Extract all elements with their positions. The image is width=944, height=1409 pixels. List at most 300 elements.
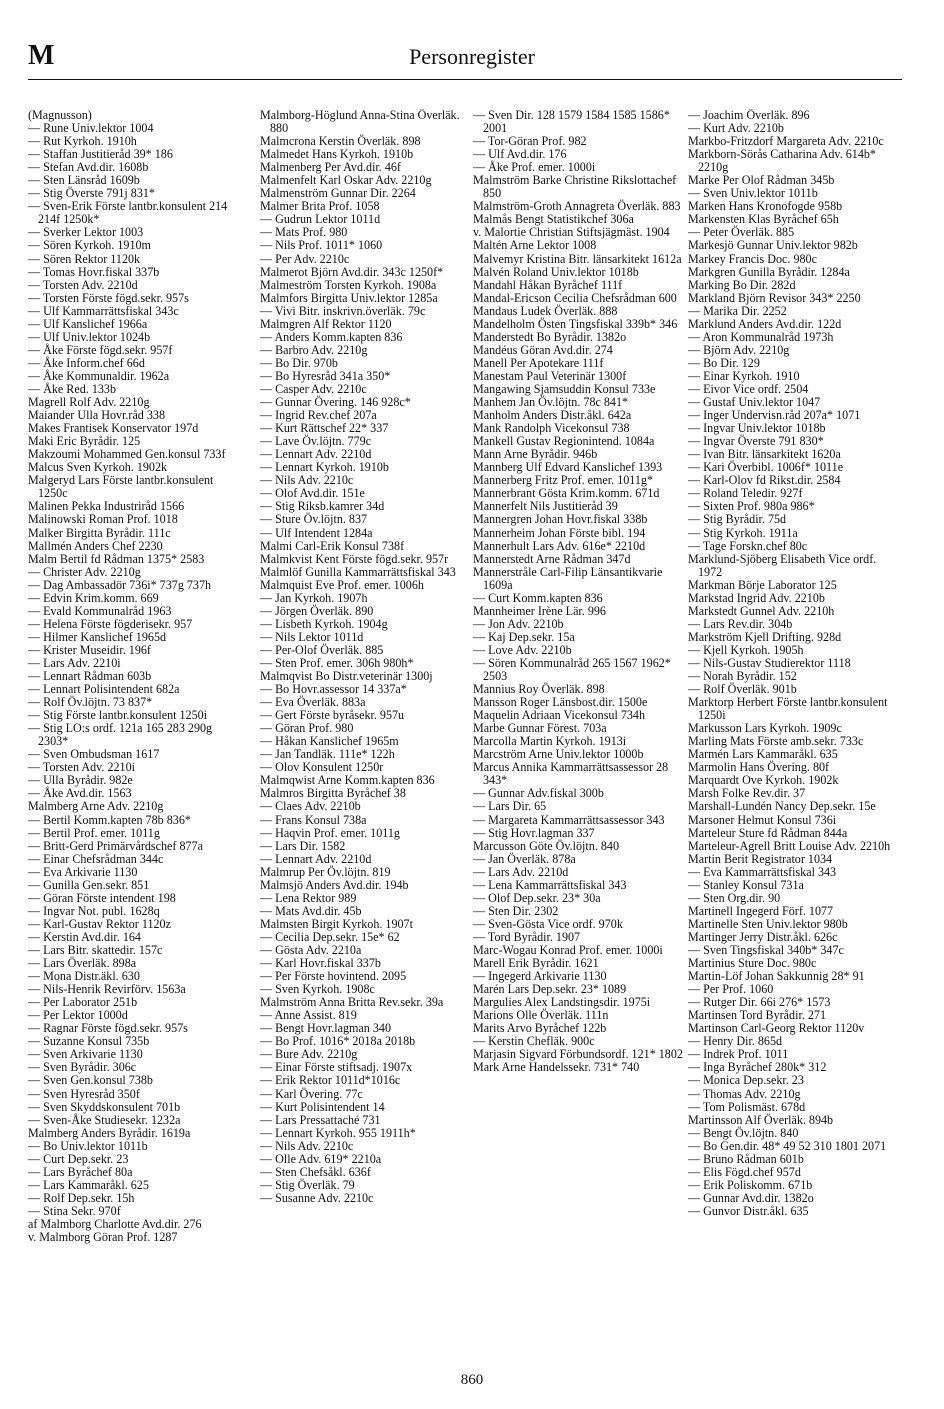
register-entry: Malmsten Birgit Kyrkoh. 1907t <box>260 916 413 931</box>
register-entry: — Joachim Överläk. 896 <box>688 109 810 122</box>
register-entry: — Åke Kommunaldir. 1962a <box>28 368 170 383</box>
register-entry: — Stefan Avd.dir. 1608b <box>28 160 149 175</box>
register-entry: — Stig Överste 791j 831* <box>28 186 155 201</box>
register-entry: — Love Adv. 2210b <box>473 642 572 657</box>
register-entry: Malmenfelt Karl Oskar Adv. 2210g <box>260 173 432 188</box>
register-entry: — Lars Bitr. skattedir. 157c <box>28 943 163 957</box>
register-entry: — Sven Arkivarie 1130 <box>28 1047 143 1062</box>
register-entry: — Per Prof. 1060 <box>688 982 774 997</box>
register-entry: — Olov Konsulent 1250r <box>260 760 384 775</box>
register-entry: af Malmborg Charlotte Avd.dir. 276 <box>28 1216 202 1231</box>
register-entry: Malmi Carl-Erik Konsul 738f <box>260 538 405 553</box>
register-entry: Marsh Folke Rev.dir. 37 <box>688 786 806 801</box>
register-entry: — Roland Teledir. 927f <box>688 486 803 501</box>
register-entry: — Thomas Adv. 2210g <box>688 1086 801 1101</box>
register-entry: — Nils Lektor 1011d <box>260 629 364 644</box>
register-entry: — Gunilla Gen.sekr. 851 <box>28 877 150 892</box>
register-entry: Malmquist Eve Prof. emer. 1006h <box>260 577 424 592</box>
register-entry: Malgeryd Lars Förste lantbr.konsulent 1250c <box>28 473 214 501</box>
register-entry: — Karl-Olov fd Rikst.dir. 2584 <box>688 473 841 488</box>
register-entry: Markstad Ingrid Adv. 2210b <box>688 590 825 605</box>
register-entry: — Nils-Henrik Revirförv. 1563a <box>28 982 186 997</box>
register-entry: — Gudrun Lektor 1011d <box>260 212 381 227</box>
register-entry: — Lena Kammarrättsfiskal 343 <box>473 877 627 892</box>
register-entry: — Stanley Konsul 731a <box>688 877 804 892</box>
register-entry: Malmenström Gunnar Dir. 2264 <box>260 186 416 201</box>
register-entry: — Sten Chefsåkl. 636f <box>260 1164 371 1179</box>
register-entry: — Margareta Kammarrättsassessor 343 <box>473 812 665 827</box>
register-entry: — Lennart Adv. 2210d <box>260 447 372 462</box>
register-entry: — Eva Kammarrättsfiskal 343 <box>688 864 837 879</box>
register-entry: — Gunvor Distr.åkl. 635 <box>688 1203 809 1218</box>
register-entry: Malmkvist Kent Förste fögd.sekr. 957r <box>260 551 449 566</box>
register-entry: Maiander Ulla Hovr.råd 338 <box>28 408 166 423</box>
register-entry: — Bo Dir. 129 <box>688 355 760 370</box>
register-entry: Mannerbrant Gösta Krim.komm. 671d <box>473 486 660 501</box>
register-entry: Malmgren Alf Rektor 1120 <box>260 316 392 331</box>
register-entry: — Lars Rev.dir. 304b <box>688 616 793 631</box>
register-entry: — Kaj Dep.sekr. 15a <box>473 629 575 644</box>
register-entry: Martinsen Tord Byrådir. 271 <box>688 1008 826 1023</box>
register-entry: — Sten Länsråd 1609b <box>28 173 140 188</box>
register-entry: — Olle Adv. 619* 2210a <box>260 1151 382 1166</box>
register-entry: — Bo Hovr.assessor 14 337a* <box>260 682 407 697</box>
register-entry: Martin-Löf Johan Sakkunnig 28* 91 <box>688 969 865 984</box>
register-entry: — Helena Förste fögderisekr. 957 <box>28 616 193 631</box>
register-entry: Marsoner Helmut Konsul 736i <box>688 812 837 827</box>
register-entry: — Sven Gen.konsul 738b <box>28 1073 153 1088</box>
register-entry: Malinowski Roman Prof. 1018 <box>28 512 178 527</box>
register-entry: — Håkan Kanslichef 1965m <box>260 734 399 749</box>
register-entry: Markusson Lars Kyrkoh. 1909c <box>688 721 842 736</box>
register-entry: — Anne Assist. 819 <box>260 1008 357 1023</box>
register-entry: — Suzanne Konsul 735b <box>28 1034 150 1049</box>
register-entry: — Ingegerd Arkivarie 1130 <box>473 969 607 984</box>
register-entry: — Ulf Univ.lektor 1024b <box>28 329 151 344</box>
register-entry: Makes Frantisek Konservator 197d <box>28 421 199 436</box>
register-entry: — Krister Museidir. 196f <box>28 642 151 657</box>
register-entry: Maquelin Adriaan Vicekonsul 734h <box>473 708 646 723</box>
register-entry: Malmström-Groth Annagreta Överläk. 883 <box>473 199 681 214</box>
register-entry: — Nils Adv. 2210c <box>260 1138 354 1153</box>
register-entry: — Tage Forskn.chef 80c <box>688 538 808 553</box>
register-entry: — Edvin Krim.komm. 669 <box>28 590 159 605</box>
register-entry: — Lars Dir. 1582 <box>260 838 346 853</box>
register-entry: — Sture Öv.löjtn. 837 <box>260 512 368 527</box>
register-entry: — Erik Poliskomm. 671b <box>688 1177 813 1192</box>
register-entry: Marke Per Olof Rådman 345b <box>688 173 835 188</box>
register-entry: — Peter Överläk. 885 <box>688 225 795 240</box>
register-entry: Mannerstråle Carl-Filip Länsantikvarie 1609a <box>473 564 663 592</box>
register-entry: — Kurt Polisintendent 14 <box>260 1099 385 1114</box>
register-entry: — Hilmer Kanslichef 1965d <box>28 629 167 644</box>
register-entry: — Rolf Öv.löjtn. 73 837* <box>28 695 153 710</box>
register-entry: Malmqwist Arne Komm.kapten 836 <box>260 773 435 788</box>
register-entry: — Marika Dir. 2252 <box>688 303 787 318</box>
register-entry: — Bruno Rådman 601b <box>688 1151 804 1166</box>
register-entry: — Casper Adv. 2210c <box>260 381 367 396</box>
register-entry: — Susanne Adv. 2210c <box>260 1190 374 1205</box>
register-entry: — Sören Kommunalråd 265 1567 1962* 2503 <box>473 655 671 684</box>
register-entry: — Bo Hyresråd 341a 350* <box>260 368 391 383</box>
register-entry: — Kerstin Avd.dir. 164 <box>28 929 141 944</box>
register-entry: — Olof Dep.sekr. 23* 30a <box>473 890 601 905</box>
register-entry: Markstedt Gunnel Adv. 2210h <box>688 603 835 618</box>
register-entry: — Lars Dir. 65 <box>473 799 547 814</box>
register-entry: — Eivor Vice ordf. 2504 <box>688 381 809 396</box>
register-entry: — Rolf Överläk. 901b <box>688 682 797 697</box>
register-entry: Martinsson Alf Överläk. 894b <box>688 1112 834 1127</box>
register-entry: — Åke Förste fögd.sekr. 957f <box>28 342 173 357</box>
register-entry: Marmolin Hans Övering. 80f <box>688 760 830 775</box>
register-entry: — Sven Kyrkoh. 1908c <box>260 982 375 997</box>
register-entry: Mandal-Ericson Cecilia Chefsrådman 600 <box>473 290 677 305</box>
register-entry: — Lennart Polisintendent 682a <box>28 682 180 697</box>
register-entry: Mank Randolph Vicekonsul 738 <box>473 421 630 436</box>
column-4 <box>688 109 902 1354</box>
register-entry: Manderstedt Bo Byrådir. 1382o <box>473 329 627 344</box>
register-entry: — Curt Komm.kapten 836 <box>473 590 603 605</box>
register-entry: — Sven-Gösta Vice ordf. 970k <box>473 916 623 931</box>
register-entry: — Bo Dir. 970b <box>260 355 338 370</box>
register-entry: Malmström Barke Christine Rikslottachef 850 <box>473 173 677 201</box>
register-entry: — Ingvar Univ.lektor 1018b <box>688 421 826 436</box>
register-entry: — Norah Byrådir. 152 <box>688 669 797 684</box>
register-entry: — Sten Dir. 2302 <box>473 903 559 918</box>
register-entry: — Lars Byråchef 80a <box>28 1164 133 1179</box>
register-entry: Malmedet Hans Kyrkoh. 1910b <box>260 147 414 162</box>
register-entry: — Ulf Kammarrättsfiskal 343c <box>28 303 179 318</box>
register-entry: — Bo Univ.lektor 1011b <box>28 1138 148 1153</box>
register-entry: Marén Lars Dep.sekr. 23* 1089 <box>473 982 627 997</box>
register-entry: — Lars Överläk. 898a <box>28 956 137 971</box>
register-entry: — Staffan Justitieråd 39* 186 <box>28 147 173 162</box>
register-entry: — Rut Kyrkoh. 1910h <box>28 134 137 149</box>
register-entry: — Åke Red. 133b <box>28 381 117 396</box>
register-entry: — Bengt Hovr.lagman 340 <box>260 1021 391 1036</box>
register-entry: — Bertil Komm.kapten 78b 836* <box>28 812 191 827</box>
register-entry: — Nils Adv. 2210c <box>260 473 354 488</box>
register-entry: — Åke Avd.dir. 1563 <box>28 786 132 801</box>
register-entry: — Jan Tandläk. 111e* 122h <box>260 747 395 762</box>
register-entry: Malinen Pekka Industriråd 1566 <box>28 499 185 514</box>
register-entry: Mannerfelt Nils Justitieråd 39 <box>473 499 618 514</box>
register-entry: — Rune Univ.lektor 1004 <box>28 121 154 136</box>
register-entry: — Sven Skyddskonsulent 701b <box>28 1099 181 1114</box>
register-entry: — Lars Adv. 2210d <box>473 864 569 879</box>
register-entry: Malmberg Arne Adv. 2210g <box>28 799 164 814</box>
register-entry: Marshall-Lundén Nancy Dep.sekr. 15e <box>688 799 876 814</box>
register-entry: — Tom Polismäst. 678d <box>688 1099 806 1114</box>
register-entry: — Indrek Prof. 1011 <box>688 1047 789 1062</box>
register-entry: Markensten Klas Byråchef 65h <box>688 212 839 227</box>
register-entry: — Ulf Kanslichef 1966a <box>28 316 148 331</box>
register-entry: Martin Berit Registrator 1034 <box>688 851 833 866</box>
register-entry: Mangawing Sjamsuddin Konsul 733e <box>473 381 656 396</box>
register-entry: Marcolla Martin Kyrkoh. 1913i <box>473 734 627 749</box>
register-entry: Maltén Arne Lektor 1008 <box>473 238 597 253</box>
register-entry: Marquardt Ove Kyrkoh. 1902k <box>688 773 839 788</box>
register-entry: — Ragnar Förste fögd.sekr. 957s <box>28 1021 188 1036</box>
register-entry: — Sören Kyrkoh. 1910m <box>28 238 151 253</box>
register-entry: — Göran Förste intendent 198 <box>28 890 176 905</box>
register-entry: Marking Bo Dir. 282d <box>688 277 796 292</box>
register-entry: Mankell Gustav Regionintend. 1084a <box>473 434 655 449</box>
register-entry: — Åke Inform.chef 66d <box>28 355 145 370</box>
register-entry: Manestam Paul Veterinär 1300f <box>473 368 627 383</box>
column-2 <box>260 109 474 1354</box>
register-entry: — Kari Överbibl. 1006f* 1011e <box>688 460 844 475</box>
register-entry: Markbo-Fritzdorf Margareta Adv. 2210c <box>688 134 884 149</box>
register-entry: Makzoumi Mohammed Gen.konsul 733f <box>28 447 226 462</box>
register-entry: v. Malortie Christian Stiftsjägmäst. 1904 <box>473 225 670 240</box>
register-entry: — Ingvar Överste 791 830* <box>688 434 824 449</box>
register-entry: Mannheimer Irène Lär. 996 <box>473 603 606 618</box>
register-entry: Marbe Gunnar Förest. 703a <box>473 721 607 736</box>
register-entry: — Mats Avd.dir. 45b <box>260 903 362 918</box>
register-entry: Marc-Wogau Konrad Prof. emer. 1000i <box>473 943 663 957</box>
register-entry: Mann Arne Byrådir. 946b <box>473 447 598 462</box>
register-entry: — Jon Adv. 2210b <box>473 616 564 631</box>
register-entry: — Monica Dep.sekr. 23 <box>688 1073 804 1088</box>
register-entry: Mannberg Ulf Edvard Kanslichef 1393 <box>473 460 663 475</box>
register-entry: — Ulf Intendent 1284a <box>260 525 373 540</box>
register-entry: Martinelle Sten Univ.lektor 980b <box>688 916 848 931</box>
register-entry: Mandahl Håkan Byråchef 111f <box>473 277 623 292</box>
register-entry: Martinson Carl-Georg Rektor 1120v <box>688 1021 865 1036</box>
register-entry: — Sören Rektor 1120k <box>28 251 141 266</box>
register-entry: — Evald Kommunalråd 1963 <box>28 603 172 618</box>
register-entry: — Kurt Rättschef 22* 337 <box>260 421 389 436</box>
register-entry: Malm Bertil fd Rådman 1375* 2583 <box>28 551 205 566</box>
register-entry: — Rolf Dep.sekr. 15h <box>28 1190 135 1205</box>
register-entry: — Lars Kammaråkl. 625 <box>28 1177 149 1192</box>
register-entry: — Per Förste hovintend. 2095 <box>260 969 407 984</box>
register-entry: — Lars Pressattaché 731 <box>260 1112 381 1127</box>
register-entry: Mansson Roger Länsbost.dir. 1500e <box>473 695 648 710</box>
register-entry: — Tor-Göran Prof. 982 <box>473 134 587 149</box>
register-entry: — Torsten Förste fögd.sekr. 957s <box>28 290 189 305</box>
register-entry: Malmeström Torsten Kyrkoh. 1908a <box>260 277 437 292</box>
register-entry: — Lennart Kyrkoh. 1910b <box>260 460 389 475</box>
column-1 <box>28 109 242 1354</box>
register-entry: Markesjö Gunnar Univ.lektor 982b <box>688 238 858 253</box>
register-entry: Maki Eric Byrådir. 125 <box>28 434 141 449</box>
register-entry: — Vivi Bitr. inskrivn.överläk. 79c <box>260 303 426 318</box>
register-entry: — Gunnar Avd.dir. 1382o <box>688 1190 814 1205</box>
register-entry: — Bertil Prof. emer. 1011g <box>28 825 160 840</box>
register-entry: — Henry Dir. 865d <box>688 1034 783 1049</box>
register-entry: — Ulf Avd.dir. 176 <box>473 147 567 162</box>
register-entry: Martinius Sture Doc. 980c <box>688 956 817 971</box>
register-columns <box>28 109 902 1354</box>
register-entry: — Curt Dep.sekr. 23 <box>28 1151 129 1166</box>
page-number: 860 <box>460 1372 484 1388</box>
register-entry: Mannerstedt Arne Rådman 347d <box>473 551 631 566</box>
register-entry: Malmsjö Anders Avd.dir. 194b <box>260 877 409 892</box>
register-entry: — Nils-Gustav Studierektor 1118 <box>688 655 851 670</box>
register-entry: — Sven Tingsfiskal 340b* 347c <box>688 943 844 957</box>
register-entry: Marions Olle Överläk. 111n <box>473 1008 609 1023</box>
register-entry: — Karl Hovr.fiskal 337b <box>260 956 381 971</box>
register-entry: — Kurt Adv. 2210b <box>688 121 784 136</box>
register-entry: — Erik Rektor 1011d*1016c <box>260 1073 401 1088</box>
register-entry: — Stig Hovr.lagman 337 <box>473 825 595 840</box>
register-entry: — Gösta Adv. 2210a <box>260 943 362 957</box>
register-entry: — Torsten Adv. 2210i <box>28 760 135 775</box>
register-entry: Malmlöf Gunilla Kammarrättsfiskal 343 <box>260 564 456 579</box>
register-entry: — Lars Adv. 2210i <box>28 655 121 670</box>
register-entry: Marken Hans Kronofogde 958b <box>688 199 843 214</box>
register-entry: — Frans Konsul 738a <box>260 812 367 827</box>
register-entry: — Haqvin Prof. emer. 1011g <box>260 825 400 840</box>
register-entry: — Stig Överläk. 79 <box>260 1177 355 1192</box>
register-entry: — Göran Prof. 980 <box>260 721 354 736</box>
register-entry: — Ivan Bitr. länsarkitekt 1620a <box>688 447 841 462</box>
register-entry: Magrell Rolf Adv. 2210g <box>28 395 150 410</box>
register-entry: — Sixten Prof. 980a 986* <box>688 499 815 514</box>
register-entry: — Aron Kommunalråd 1973h <box>688 329 834 344</box>
register-entry: — Sten Org.dir. 90 <box>688 890 781 905</box>
register-entry: — Sven Ombudsman 1617 <box>28 747 160 762</box>
register-entry: — Eva Arkivarie 1130 <box>28 864 138 879</box>
register-entry: — Stig LO:s ordf. 121a 165 283 290g 2303* <box>28 721 213 749</box>
register-entry: — Gert Förste byråsekr. 957u <box>260 708 405 723</box>
register-entry: — Inger Undervisn.råd 207a* 1071 <box>688 408 861 423</box>
register-entry: Marits Arvo Byråchef 122b <box>473 1021 607 1036</box>
register-entry: Malvemyr Kristina Bitr. länsarkitekt 1612a <box>473 251 682 266</box>
register-entry: — Gunnar Adv.fiskal 300b <box>473 786 604 801</box>
register-entry: — Bo Gen.dir. 48* 49 52 310 1801 2071 <box>688 1138 887 1153</box>
register-entry: Markborn-Sörås Catharina Adv. 614b* 2210g <box>688 147 876 175</box>
register-entry: — Gunnar Övering. 146 928c* <box>260 395 411 410</box>
register-entry: — Karl Övering. 77c <box>260 1086 363 1101</box>
register-entry: — Mona Distr.äkl. 630 <box>28 969 140 984</box>
register-entry: — Stig Kyrkoh. 1911a <box>688 525 798 540</box>
register-entry: — Ulla Byrådir. 982e <box>28 773 133 788</box>
register-entry: Malmborg-Höglund Anna-Stina Överläk. 880 <box>260 109 460 136</box>
register-entry: — Per Lektor 1000d <box>28 1008 128 1023</box>
register-entry: (Magnusson) <box>28 109 92 122</box>
register-entry: — Tomas Hovr.fiskal 337b <box>28 264 160 279</box>
register-entry: Mandaus Ludek Överläk. 888 <box>473 303 618 318</box>
register-entry: — Ingvar Not. publ. 1628q <box>28 903 160 918</box>
register-entry: — Sven Dir. 128 1579 1584 1585 1586* 2001 <box>473 109 670 136</box>
register-entry: — Sverker Lektor 1003 <box>28 225 144 240</box>
register-entry: — Sven Hyresråd 350f <box>28 1086 140 1101</box>
page-title: Personregister <box>409 44 535 69</box>
register-entry: — Einar Chefsrådman 344c <box>28 851 164 866</box>
register-entry: Malmros Birgitta Byråchef 38 <box>260 786 406 801</box>
header-rule <box>28 79 902 80</box>
register-entry: Marmén Lars Kammaråkl. 635 <box>688 747 838 762</box>
register-entry: — Sven-Åke Studiesekr. 1232a <box>28 1112 181 1127</box>
register-entry: — Stina Sekr. 970f <box>28 1203 121 1218</box>
register-entry: — Sven-Erik Förste lantbr.konsulent 214 214f 1250k* <box>28 199 228 227</box>
register-entry: — Lisbeth Kyrkoh. 1904g <box>260 616 388 631</box>
register-entry: Malvén Roland Univ.lektor 1018b <box>473 264 639 279</box>
register-entry: — Sten Prof. emer. 306h 980h* <box>260 655 414 670</box>
register-entry: Marjasin Sigvard Förbundsordf. 121* 1802 <box>473 1047 683 1062</box>
register-entry: — Christer Adv. 2210g <box>28 564 141 579</box>
section-letter: M <box>28 40 55 71</box>
register-entry: — Anders Komm.kapten 836 <box>260 329 403 344</box>
register-entry: — Tord Byrådir. 1907 <box>473 929 581 944</box>
register-entry: — Lena Rektor 989 <box>260 890 357 905</box>
register-entry: — Ingrid Rev.chef 207a <box>260 408 377 423</box>
register-entry: — Per Adv. 2210c <box>260 251 350 266</box>
register-entry: Marling Mats Förste amb.sekr. 733c <box>688 734 864 749</box>
register-entry: Malmström Anna Britta Rev.sekr. 39a <box>260 995 444 1010</box>
register-entry: Malmer Brita Prof. 1058 <box>260 199 380 214</box>
register-entry: — Lennart Adv. 2210d <box>260 851 372 866</box>
register-entry: — Kjell Kyrkoh. 1905h <box>688 642 804 657</box>
register-entry: — Olof Avd.dir. 151e <box>260 486 365 501</box>
register-entry: — Jan Kyrkoh. 1907h <box>260 590 368 605</box>
register-entry: — Barbro Adv. 2210g <box>260 342 368 357</box>
register-entry: v. Malmborg Göran Prof. 1287 <box>28 1230 178 1245</box>
register-entry: — Lave Öv.löjtn. 779c <box>260 434 372 449</box>
register-entry: — Torsten Adv. 2210d <box>28 277 138 292</box>
register-entry: Martinell Ingegerd Förf. 1077 <box>688 903 834 918</box>
register-entry: Malmrup Per Öv.löjtn. 819 <box>260 864 391 879</box>
register-entry: — Dag Ambassadör 736i* 737g 737h <box>28 577 212 592</box>
register-entry: Malmenberg Per Avd.dir. 46f <box>260 160 401 175</box>
register-entry: — Bo Prof. 1016* 2018a 2018b <box>260 1034 416 1049</box>
register-entry: Marcus Annika Kammarrättsassessor 28 343* <box>473 760 669 788</box>
register-entry: Marktorp Herbert Förste lantbr.konsulent 1250i <box>688 695 888 723</box>
register-entry: Manhem Jan Öv.löjtn. 78c 841* <box>473 395 629 410</box>
register-entry: — Cecilia Dep.sekr. 15e* 62 <box>260 929 400 944</box>
register-entry: Marcström Arne Univ.lektor 1000b <box>473 747 644 762</box>
register-entry: — Elis Fögd.chef 957d <box>688 1164 801 1179</box>
register-entry: Malmcrona Kerstin Överläk. 898 <box>260 134 421 149</box>
register-entry: — Eva Överläk. 883a <box>260 695 366 710</box>
register-entry: Marteleur-Agrell Britt Louise Adv. 2210h <box>688 838 891 853</box>
register-entry: Markey Francis Doc. 980c <box>688 251 817 266</box>
register-entry: Mandelholm Östen Tingsfiskal 339b* 346 <box>473 316 678 331</box>
register-entry: — Jan Överläk. 878a <box>473 851 576 866</box>
register-entry: Malcus Sven Kyrkoh. 1902k <box>28 460 168 475</box>
register-entry: — Åke Prof. emer. 1000i <box>473 160 596 175</box>
register-entry: Martinger Jerry Distr.åkl. 626c <box>688 929 838 944</box>
register-entry: Marklund-Sjöberg Elisabeth Vice ordf. 1972 <box>688 551 877 579</box>
register-entry: — Sven Univ.lektor 1011b <box>688 186 818 201</box>
register-entry: Marell Erik Byrådir. 1621 <box>473 956 599 971</box>
register-entry: Malmberg Anders Byrådir. 1619a <box>28 1125 191 1140</box>
register-entry: — Per Laborator 251b <box>28 995 138 1010</box>
register-entry: Malmås Bengt Statistikchef 306a <box>473 212 634 227</box>
register-entry: Malmerot Björn Avd.dir. 343c 1250f* <box>260 264 444 279</box>
register-entry: — Britt-Gerd Primärvårdschef 877a <box>28 838 203 853</box>
register-entry: — Karl-Gustav Rektor 1120z <box>28 916 171 931</box>
register-entry: Marcusson Göte Öv.löjtn. 840 <box>473 838 620 853</box>
register-entry: — Stig Byrådir. 75d <box>688 512 787 527</box>
register-entry: Margulies Alex Landstingsdir. 1975i <box>473 995 651 1010</box>
register-entry: — Inga Byråchef 280k* 312 <box>688 1060 827 1075</box>
register-entry: — Bure Adv. 2210g <box>260 1047 358 1062</box>
register-entry: Marteleur Sture fd Rådman 844a <box>688 825 848 840</box>
register-entry: — Kerstin Chefläk. 900c <box>473 1034 595 1049</box>
register-entry: — Stig Riksb.kamrer 34d <box>260 499 385 514</box>
register-entry: — Rutger Dir. 66i 276* 1573 <box>688 995 831 1010</box>
register-entry: — Stig Förste lantbr.konsulent 1250i <box>28 708 208 723</box>
register-entry: — Sven Byrådir. 306c <box>28 1060 137 1075</box>
register-entry: — Nils Prof. 1011* 1060 <box>260 238 383 253</box>
register-entry: Malmfors Birgitta Univ.lektor 1285a <box>260 290 438 305</box>
register-entry: — Einar Förste stiftsadj. 1907x <box>260 1060 413 1075</box>
register-entry: — Björn Adv. 2210g <box>688 342 790 357</box>
